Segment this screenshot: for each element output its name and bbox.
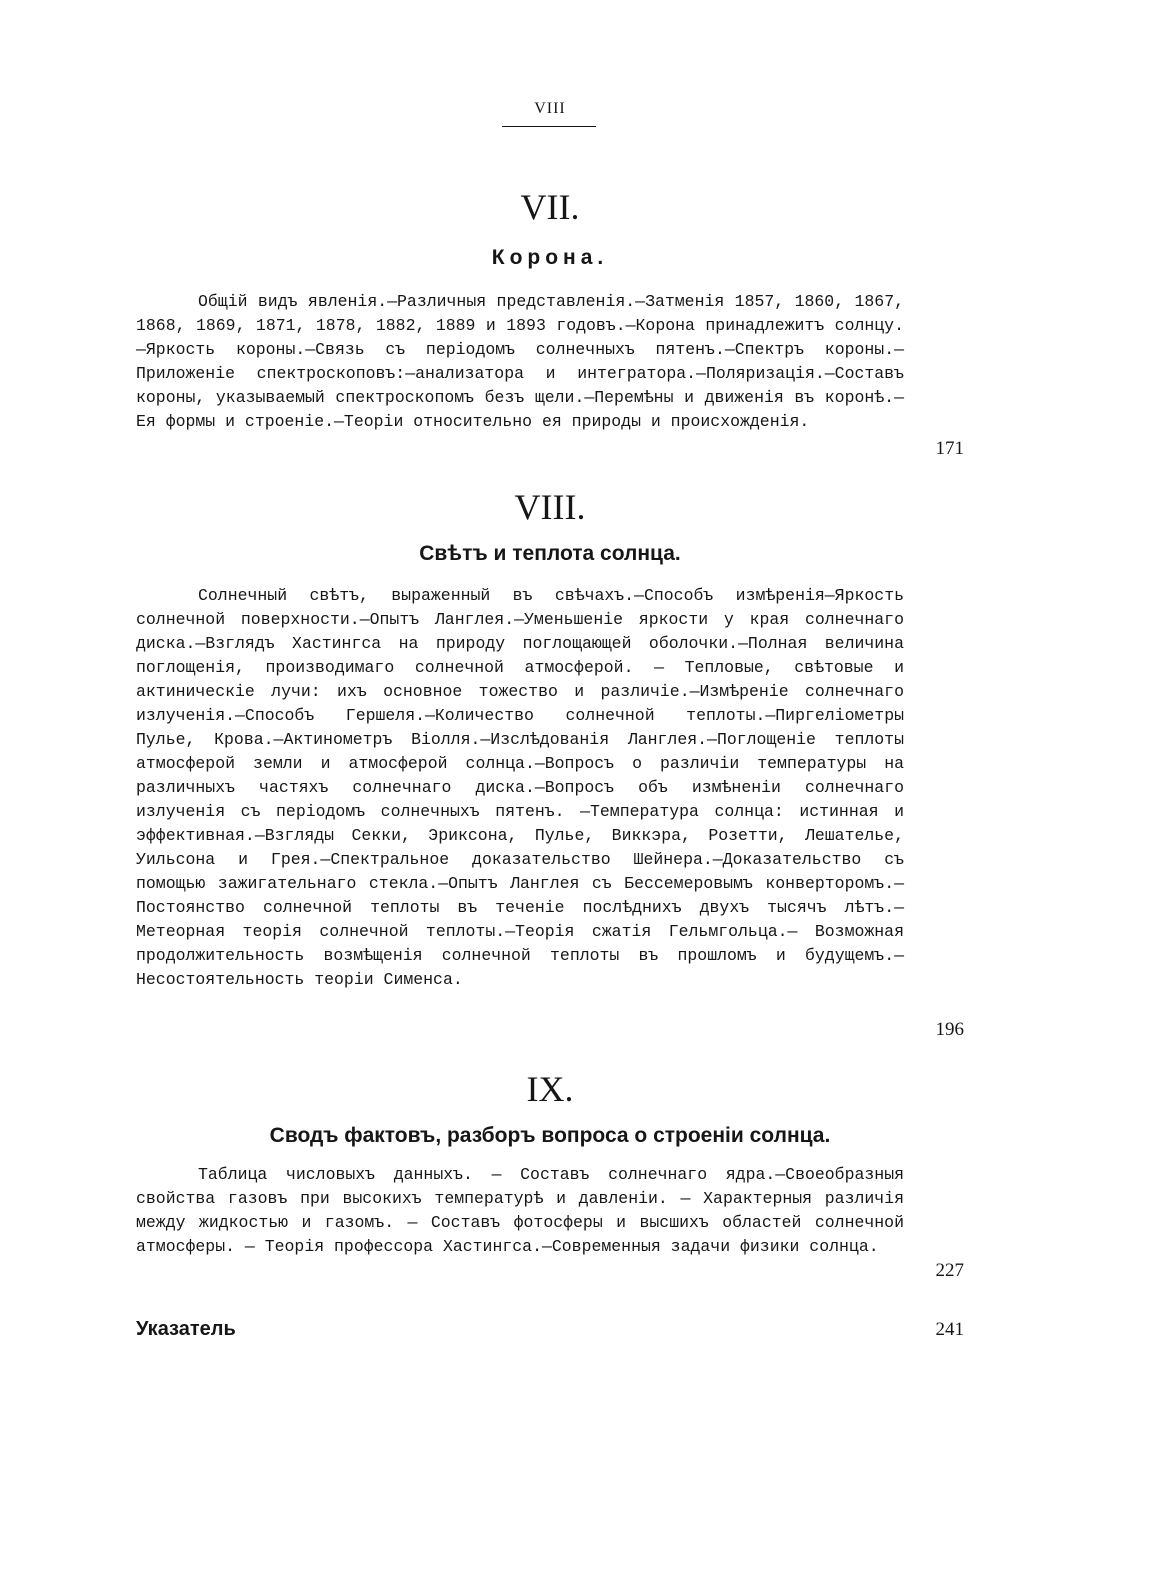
chapter-summary: Таблица числовыхъ данныхъ. — Составъ солнечнаго ядра.—Своеобразныя свойства газовъ при высокихъ температурѣ и давленіи. — Характерныя различія между жидкостью и газомъ. — Составъ фотосферы и высшихъ областей солнечной атмосферы. — Теорія профессора Хастингса.—Современныя задачи физики солнца.	[136, 1165, 904, 1256]
chapter-title: Сводъ фактовъ, разборъ вопроса о строеніи солнца.	[269, 1124, 831, 1147]
chapter-page-number: 196	[935, 1019, 964, 1040]
page-number: VIII	[534, 100, 566, 117]
chapter-page-number: 227	[935, 1260, 964, 1281]
chapter-summary: Солнечный свѣтъ, выраженный въ свѣчахъ.—Способъ измѣренія—Яркость солнечной поверхности.—Опытъ Ланглея.—Уменьшеніе яркости у края солнечнаго диска.—Взглядъ Хастингса на природу поглощающей оболочки.—Полная величина поглощенія, производимаго солнечной атмосферой. — Тепловые, свѣтовые и актиническіе лучи: ихъ основное тожество и различіе.—Измѣреніе солнечнаго излученія.—Способъ Гершеля.—Количество солнечной теплоты.—Пиргеліометры Пулье, Крова.—Актинометръ Віолля.—Изслѣдованія Ланглея.—Поглощеніе теплоты атмосферой земли и атмосферой солнца.—Вопросъ о различіи температуры на различныхъ частяхъ солнечнаго диска.—Вопросъ объ измѣненіи солнечнаго излученія съ періодомъ солнечныхъ пятенъ. —Температура солнца: истинная и эффективная.—Взгляды Секки, Эриксона, Пулье, Виккэра, Розетти, Лешателье, Уильсона и Грея.—Спектральное доказательство Шейнера.—Доказательство съ помощью зажигательнаго стекла.—Опытъ Ланглея съ Бессемеровымъ конверторомъ.—Постоянство солнечной теплоты въ теченіе послѣднихъ двухъ тысячъ лѣтъ.—Метеорная теорія солнечной теплоты.—Теорія сжатія Гельмгольца.— Возможная продолжительность возмѣщенія солнечной теплоты въ прошломъ и будущемъ.—Несостоятельность теоріи Сименса.	[136, 586, 904, 989]
chapter-title: Корона.	[491, 246, 609, 269]
chapter-title: Свѣтъ и теплота солнца.	[419, 542, 681, 565]
index-label: Указатель	[136, 1318, 236, 1340]
chapter-summary: Общій видъ явленія.—Различныя представленія.—Затменія 1857, 1860, 1867, 1868, 1869, 1871, 1878, 1882, 1889 и 1893 годовъ.—Корона принадлежитъ солнцу.—Яркость короны.—Связь съ періодомъ солнечныхъ пятенъ.—Спектръ короны.—Приложеніе спектроскоповъ:—анализатора и интегратора.—Поляризація.—Составъ короны, указываемый спектроскопомъ безъ щели.—Перемѣны и движенія въ коронѣ.—Ея формы и строеніе.—Теоріи относительно ея природы и происхожденія.	[136, 292, 904, 431]
header-rule	[502, 126, 596, 127]
chapter-page-number: 171	[935, 438, 964, 459]
chapter-numeral: VII.	[520, 187, 580, 227]
index-page-number: 241	[935, 1319, 964, 1340]
chapter-numeral: IX.	[526, 1069, 574, 1109]
chapter-numeral: VIII.	[514, 487, 586, 527]
